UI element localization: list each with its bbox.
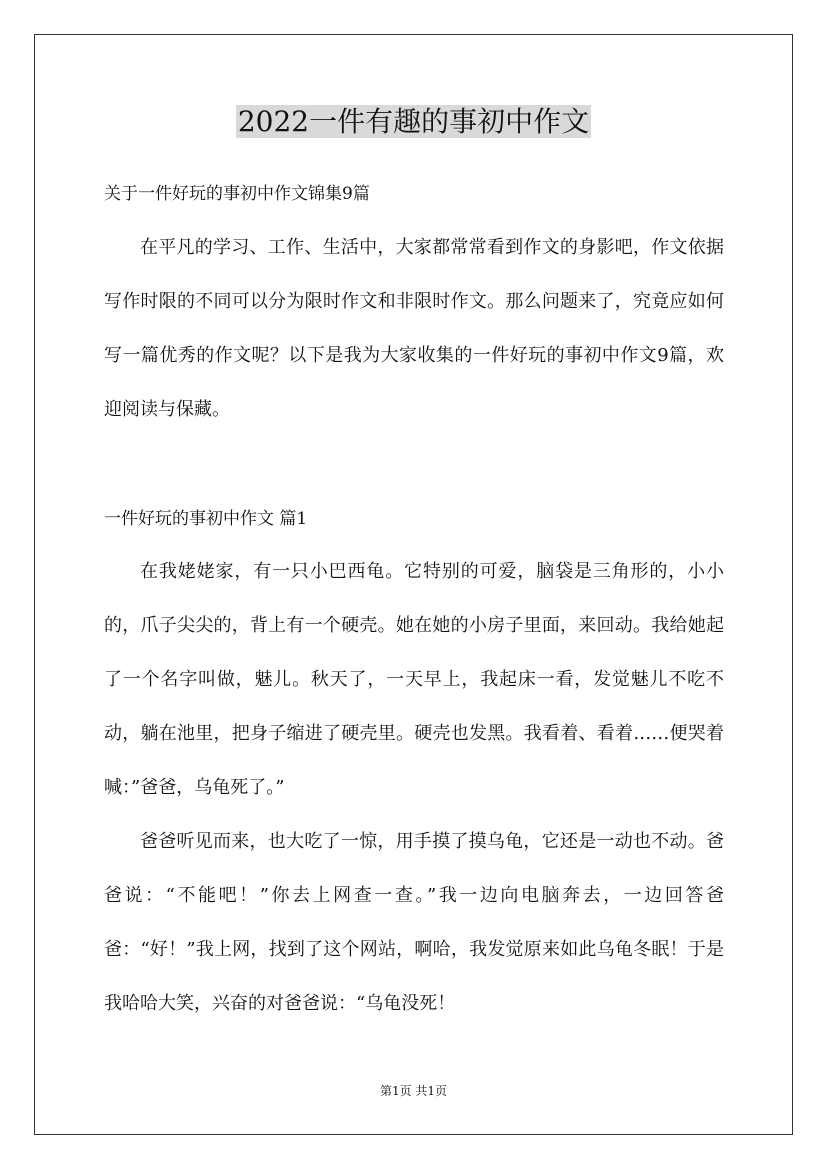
intro-paragraph: 在平凡的学习、工作、生活中，大家都常常看到作文的身影吧，作文依据写作时限的不同可以分为限时作文和非限时作文。那么问题来了，究竟应如何写一篇优秀的作文呢？以下是我为大家收集的一件好玩的事初中作文9篇，欢迎阅读与保藏。 [104, 237, 724, 420]
section-heading: 一件好玩的事初中作文 篇1 [104, 509, 308, 529]
document-title [0, 100, 827, 144]
document-title-text: 2022一件有趣的事初中作文 [237, 105, 590, 138]
body-paragraph-2: 爸爸听见而来，也大吃了一惊，用手摸了摸乌龟，它还是一动也不动。爸爸说：“不能吧！”你去上网查一查。”我一边向电脑奔去，一边回答爸爸：“好！”我上网，找到了这个网站，啊哈，我发觉原来如此乌龟冬眠！于是我哈哈大笑，兴奋的对爸爸说：“乌龟没死！ [104, 831, 724, 1014]
page-footer: 第1页 共1页 [379, 1084, 448, 1098]
document-subtitle: 关于一件好玩的事初中作文锦集9篇 [104, 184, 370, 204]
body-paragraph-1: 在我姥姥家，有一只小巴西龟。它特别的可爱，脑袋是三角形的，小小的，爪子尖尖的，背上有一个硬壳。她在她的小房子里面，来回动。我给她起了一个名字叫做，魅儿。秋天了，一天早上，我起床一看，发觉魅儿不吃不动，躺在池里，把身子缩进了硬壳里。硬壳也发黑。我看着、看着……便哭着喊：”爸爸，乌龟死了。” [104, 561, 724, 798]
